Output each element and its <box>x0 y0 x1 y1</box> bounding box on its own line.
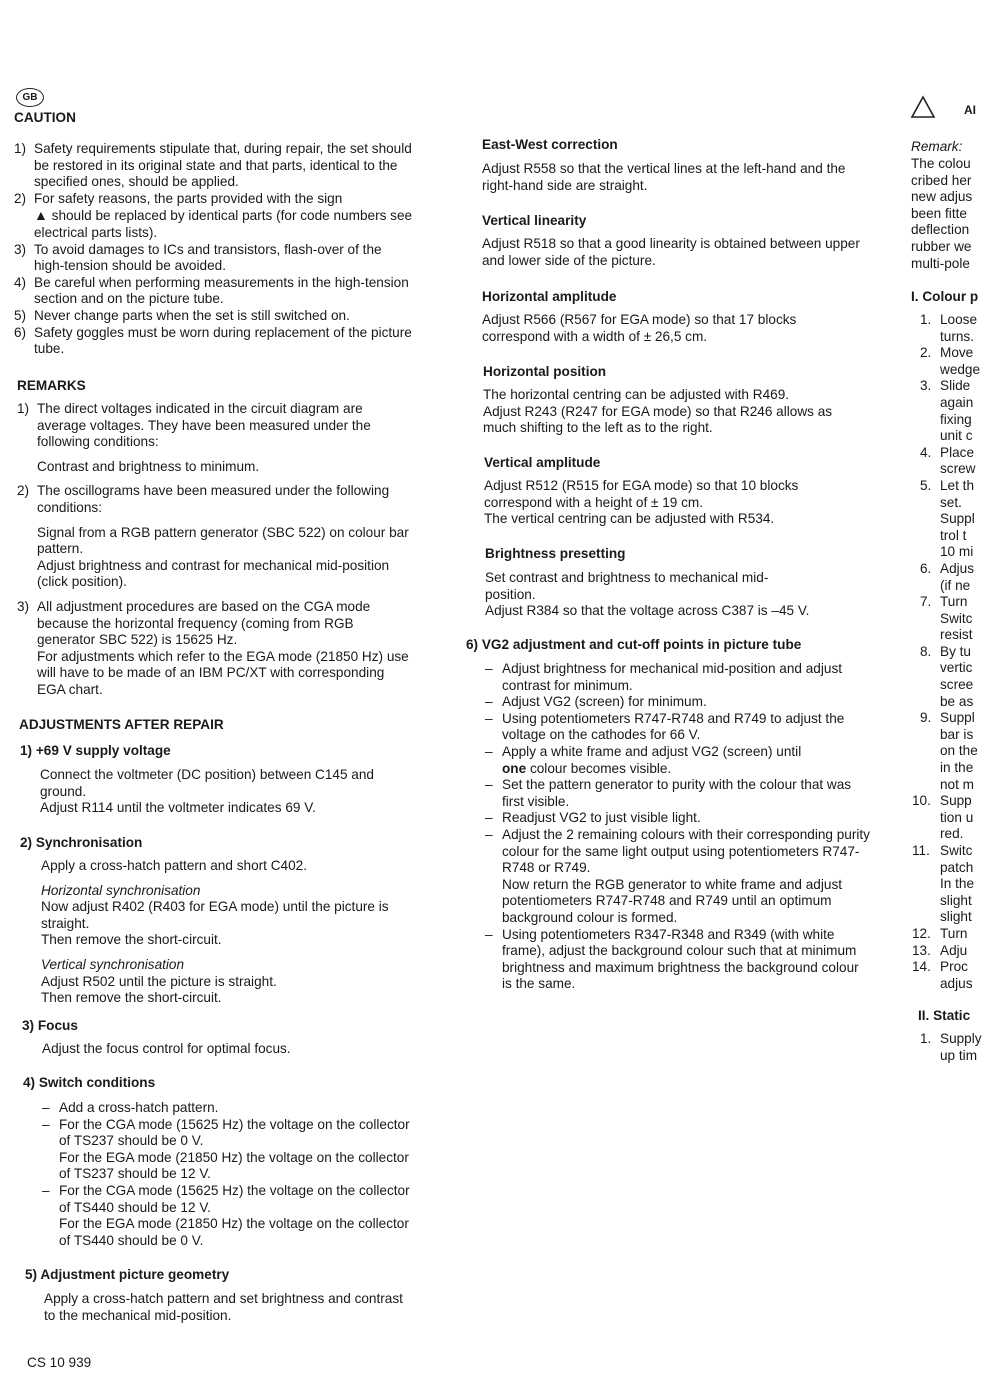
right-header: AI <box>964 103 976 117</box>
list-item: 8. By tu vertic scree be as <box>920 643 974 709</box>
right-section-heading: II. Static <box>918 1008 971 1023</box>
section-heading: Vertical amplitude <box>484 455 601 470</box>
caution-list <box>14 141 414 358</box>
list-item: 3) To avoid damages to ICs and transistors, flash-over of the high-tension should be avoided. <box>14 241 382 274</box>
section-body: Set contrast and brightness to mechanical mid-position. <box>485 570 769 602</box>
list-item: 1) The direct voltages indicated in the circuit diagram are average voltages. They have been measured under the following conditions: <box>17 401 371 450</box>
section-body: Adjust R518 so that a good linearity is obtained between upper and lower side of the picture. <box>482 236 860 268</box>
page-footer: CS 10 939 <box>27 1355 92 1370</box>
warning-triangle-icon: ▲ <box>34 207 48 224</box>
vg2-list: – Adjust brightness for mechanical mid-position and adjust contrast for minimum. – Adjust VG2 (screen) for minimum. – Using potentiometers R747-R748 and R749 to adjust the voltage on the cathodes for 66 V. – Apply a white frame and adjust VG2 (screen) until one colour becomes visible. – Set the pattern generator to purity with the colour that was first visible. – Readjust VG2 to just visible light. – Adjust the 2 remaining colours with their corresponding purity colour for the same light output using potentiometers R747-R748 or R749. Now return the RGB generator to white frame and adjust potentiometers R747-R748 and R749 until an optimum background colour is formed. – Using potentiometers R347-R348 and R349 (with white frame), adjust the background colour such that at minimum brightness and maximum brightness the background colour is the same. <box>485 661 870 992</box>
gb-badge <box>16 88 44 107</box>
list-item: 5) Never change parts when the set is still switched on. <box>14 307 350 323</box>
list-item: Signal from a RGB pattern generator (SBC 522) on colour bar pattern. Adjust brightness and contrast for mechanical mid-position (click position). <box>37 524 409 590</box>
list-item: 14. Proc adjus <box>912 959 973 991</box>
section-heading: Vertical linearity <box>482 213 587 228</box>
list-item: 3) All adjustment procedures are based on the CGA mode because the horizontal frequency (coming from RGB generator SBC 522) is 15625 Hz. For adjustments which refer to the EGA mode (21850 Hz) use will have to be made of an IBM PC/XT with corresponding EGA chart. <box>17 598 409 697</box>
list-item: 13. Adju <box>912 942 968 958</box>
section-body: Apply a cross-hatch pattern and short C402. Horizontal synchronisation Now adjust R402 (R403 for EGA mode) until the picture is straight. Then remove the short-circuit. Vertical synchronisation Adjust R502 until the picture is straight. Then remove the short-circuit. <box>41 858 389 1006</box>
section-heading: 5) Adjustment picture geometry <box>25 1267 230 1282</box>
section-heading: Brightness presetting <box>485 546 626 561</box>
section-heading: East-West correction <box>482 137 618 152</box>
remarks-list <box>17 401 415 699</box>
right-section-heading: I. Colour p <box>911 289 979 304</box>
list-item: 11. Switc patch In the slight slight <box>912 843 975 925</box>
remark-text: The colou cribed her new adjus been fitte deflection rubber we multi-pole <box>911 156 973 271</box>
section-body: Connect the voltmeter (DC position) between C145 and ground. Adjust R114 until the voltmeter indicates 69 V. <box>40 767 374 816</box>
section-body: Adjust R566 (R567 for EGA mode) so that 17 blocks correspond with a width of ± 26,5 cm. <box>482 312 797 344</box>
section-heading: 4) Switch conditions <box>23 1075 156 1090</box>
section-heading: 1) +69 V supply voltage <box>20 743 171 758</box>
list-item: 2. Move wedge <box>920 345 981 377</box>
list-item: 7. Turn Switc resist <box>920 594 973 643</box>
section-body: Adjust R384 so that the voltage across C387 is –45 V. <box>485 603 810 618</box>
list-item: 1. Supply up tim <box>920 1031 982 1063</box>
list-item: 12. Turn <box>912 925 968 941</box>
section-body: Apply a cross-hatch pattern and set brightness and contrast to the mechanical mid-position. <box>44 1291 403 1323</box>
section-heading: Horizontal amplitude <box>482 289 617 304</box>
section-body: The horizontal centring can be adjusted with R469. Adjust R243 (R247 for EGA mode) so that R246 allows as much shifting to the left as to the right. <box>483 387 833 436</box>
list-item: 4) Be careful when performing measurements in the high-tension section and on the picture tube. <box>14 274 409 307</box>
remarks-title: REMARKS <box>17 378 86 393</box>
list-item: 1. Loose turns. <box>920 312 978 344</box>
list-item: 3. Slide again fixing unit c <box>920 378 974 444</box>
section-body: – Add a cross-hatch pattern. – For the CGA mode (15625 Hz) the voltage on the collector of TS237 should be 0 V. For the EGA mode (21850 Hz) the voltage on the collector of TS237 should be 12 V. – For the CGA mode (15625 Hz) the voltage on the collector of TS440 should be 12 V. For the EGA mode (21850 Hz) the voltage on the collector of TS440 should be 0 V. <box>42 1100 410 1248</box>
list-item: 10. Supp tion u red. <box>912 793 974 842</box>
list-item: 4. Place screw <box>920 444 976 477</box>
adjustments-title: ADJUSTMENTS AFTER REPAIR <box>19 717 224 732</box>
section-body: Adjust R558 so that the vertical lines at the left-hand and the right-hand side are straight. <box>482 161 846 193</box>
remark-label: Remark: <box>911 139 963 154</box>
section-heading: 6) VG2 adjustment and cut-off points in picture tube <box>466 637 802 652</box>
list-item: Contrast and brightness to minimum. <box>37 458 260 474</box>
list-item: 1) Safety requirements stipulate that, during repair, the set should be restored in its original state and that parts, identical to the specified ones, should be applied. <box>14 141 412 190</box>
list-item: 2) For safety reasons, the parts provided with the sign ▲ should be replaced by identical parts (for code numbers see electrical parts lists). <box>14 190 413 240</box>
list-item: 2) The oscillograms have been measured under the following conditions: <box>17 483 390 515</box>
list-item: 6) Safety goggles must be worn during replacement of the picture tube. <box>14 324 412 357</box>
right-list <box>912 312 986 992</box>
list-item: 6. Adjus (if ne <box>920 560 975 593</box>
section-body: Adjust R512 (R515 for EGA mode) so that 10 blocks correspond with a height of ± 19 cm. The vertical centring can be adjusted with R534. <box>484 478 799 527</box>
right-column <box>908 0 986 1396</box>
section-heading: Horizontal position <box>483 364 607 379</box>
section-heading: 2) Synchronisation <box>20 835 143 850</box>
list-item: 9. Suppl bar is on the in the not m <box>920 710 978 792</box>
section-body: Adjust the focus control for optimal focus. <box>42 1041 291 1056</box>
caution-title: CAUTION <box>14 110 76 125</box>
section-heading: 3) Focus <box>22 1018 78 1033</box>
list-item: 5. Let th set. Suppl trol t 10 mi <box>920 477 975 560</box>
gb-badge-label: GB <box>22 92 38 103</box>
